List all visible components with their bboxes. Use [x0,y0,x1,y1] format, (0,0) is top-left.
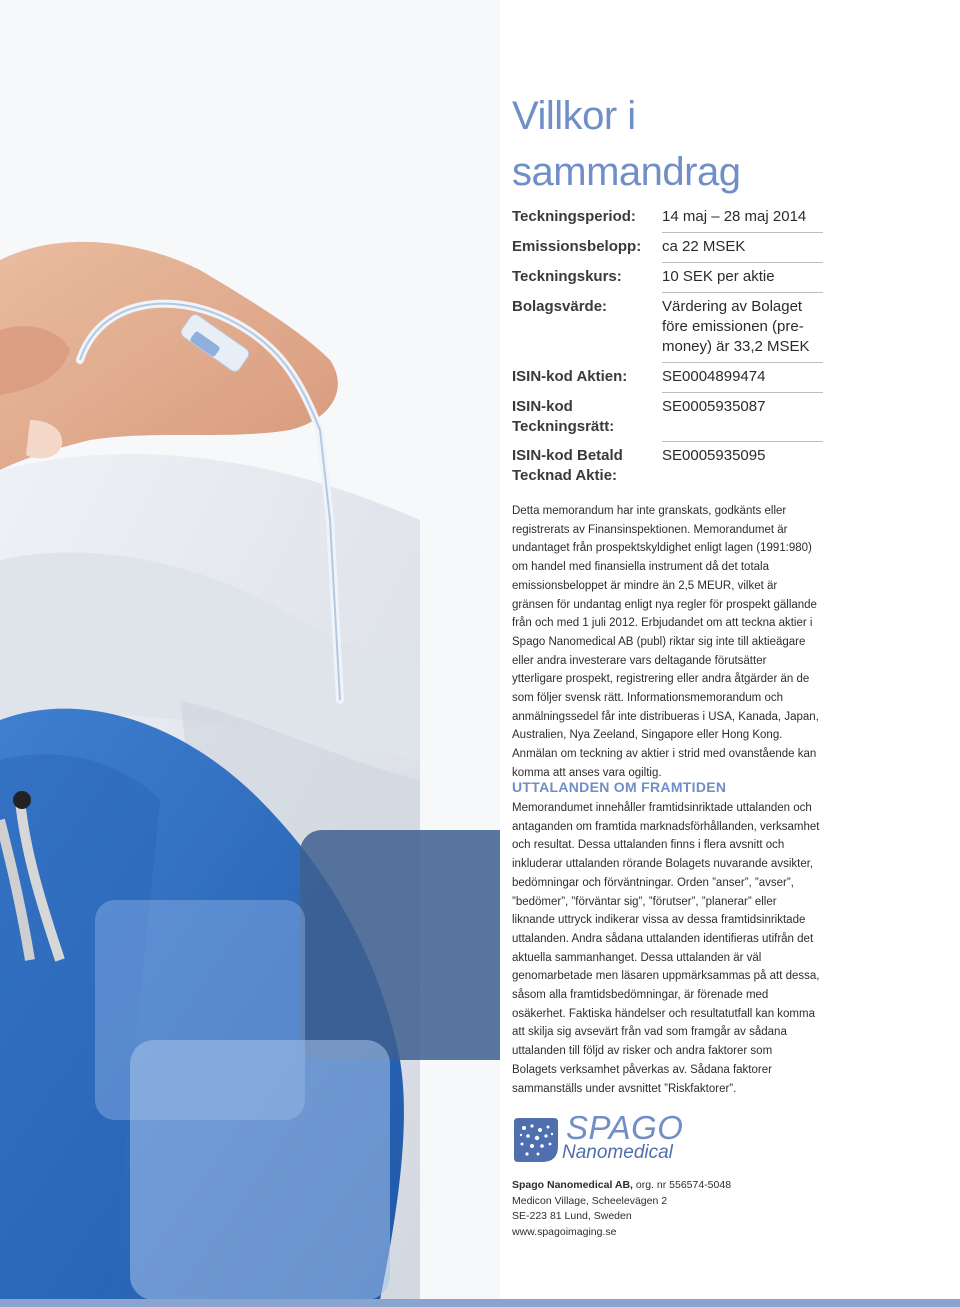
spago-logo [512,1109,702,1168]
table-row [512,393,823,442]
table-row [512,293,823,363]
term-label: Bolagsvärde: [512,297,608,315]
spago-logo-mark-icon [512,1116,560,1164]
address-line: SE-223 81 Lund, Sweden [512,1210,632,1222]
term-label: Teckningskurs: [512,267,622,285]
section-heading: UTTALANDEN OM FRAMTIDEN [512,779,727,795]
table-row [512,442,823,491]
term-value: Värdering av Bolaget före emissionen (pre-money) är 33,2 MSEK [662,293,823,363]
term-label: ISIN-kod Aktien: [512,367,628,385]
term-label: Teckningsperiod: [512,208,636,225]
title-line-1: Villkor i [512,94,636,138]
title-line-2: sammandrag [512,150,741,194]
logo-subtitle: Nanomedical [562,1142,673,1163]
forward-looking-text: Memorandumet innehåller framtidsinriktade uttalanden och antaganden om framtida marknadsförhållanden, verksamhet och resultat. Dessa uttalanden finns i flera avsnitt och inkluderar uttalanden rörande Bolagets nuvarande avsikter, bedömningar och förväntningar. Orden ”anser”, ”avser”, ”bedömer”, ”förväntar sig”, ”förutser”, ”planerar” eller liknande uttryck indikerar vissa av dessa framtidsinriktade uttalanden. Andra sådana uttalanden identifieras utifrån det aktuella sammanhanget. Dessa uttalanden är väl genomarbetade men läsaren uppmärksammas på att dessa, såsom alla framtidsbedömningar, är förenade med osäkerhet. Faktiska händelser och resultatutfall kan komma att skilja sig avsevärt från vad som framgår av sådana uttalanden till följd av risker och andra faktorer som Bolagets verksamhet påverkas av. Sådana faktorer sammanställs under avsnittet ”Riskfaktorer”. [512,802,820,1095]
term-label: ISIN-kod Teckningsrätt: [512,397,615,435]
term-label: Emissionsbelopp: [512,237,642,255]
term-label: ISIN-kod Betald Tecknad Aktie: [512,446,623,484]
table-row [512,263,823,293]
table-row [512,233,823,263]
term-value: 10 SEK per aktie [662,263,823,293]
term-value: SE0005935087 [662,393,823,442]
disclaimer-text: Detta memorandum har inte granskats, godkänts eller registrerats av Finansinspektionen. Memorandumet är undantaget från prospektskyldighet enligt lagen (1991:980) om handel med finansiella instrument då det totala emissionsbeloppet är mindre än 2,5 MEUR, vilket är gränsen för undantag enligt nya regler för prospekt gällande från och med 1 juli 2012. Erbjudandet om att teckna aktier i Spago Nanomedical AB (publ) riktar sig inte till aktieägare eller andra investerare vars deltagande förutsätter ytterligare prospekt, registrering eller andra åtgärder än de som följer svensk rätt. Informationsmemorandum och anmälningssedel får inte distribueras i USA, Kanada, Japan, Australien, Nya Zeeland, Singapore eller Hong Kong. Anmälan om teckning av aktier i strid med ovanstående kan komma att anses vara ogiltig. [512,505,819,779]
terms-table [512,203,823,491]
logo-wordmark: SPAGO [566,1109,684,1146]
company-name: Spago Nanomedical AB, [512,1179,633,1191]
page-title [512,88,740,200]
bottom-bar [0,1299,960,1307]
term-value: ca 22 MSEK [662,233,823,263]
org-number: org. nr 556574-5048 [632,1179,732,1191]
term-value: 14 maj – 28 maj 2014 [662,203,823,233]
term-value: SE0005935095 [662,447,766,464]
website-link[interactable]: www.spagoimaging.se [512,1225,617,1238]
company-address [512,1178,731,1240]
table-row [512,363,823,393]
table-row [512,203,823,233]
address-line: Medicon Village, Scheelevägen 2 [512,1194,668,1207]
term-value: SE0004899474 [662,363,823,393]
